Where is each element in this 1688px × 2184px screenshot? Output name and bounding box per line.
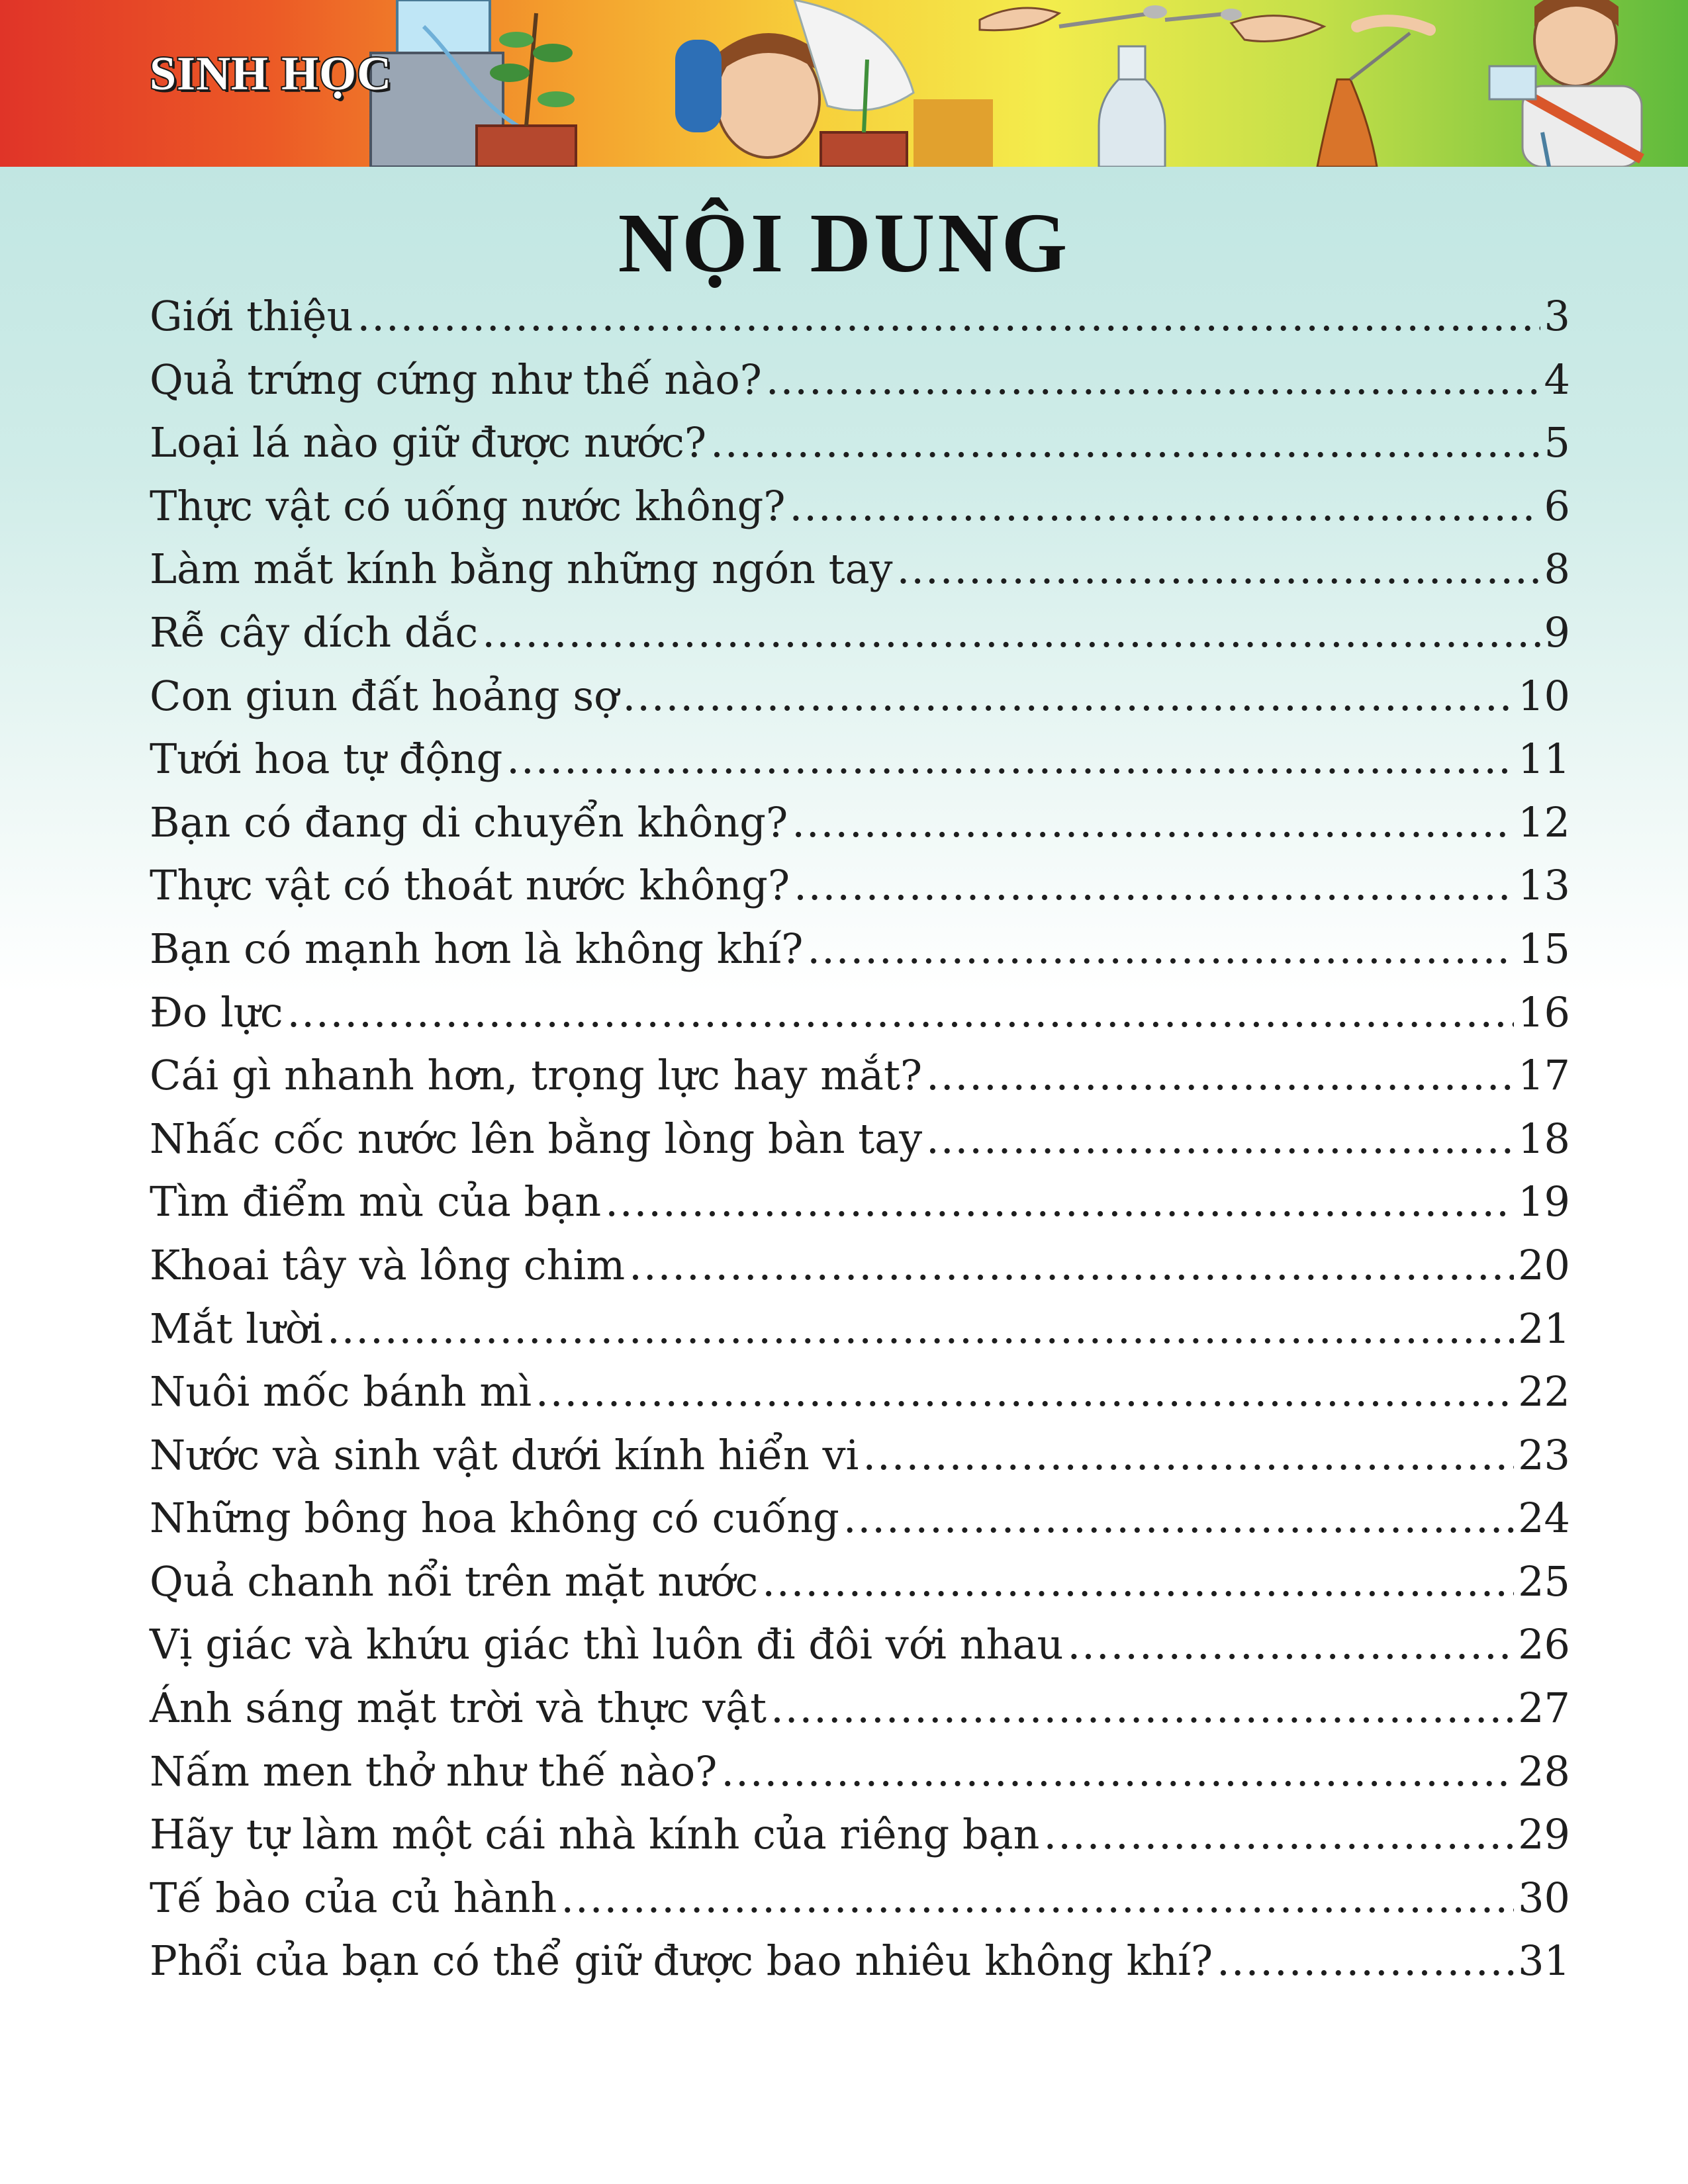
boy-illustration [675,0,993,167]
toc-leader-dots [629,1234,1514,1297]
toc-leader-dots [623,664,1515,728]
toc-entry-title: Hãy tự làm một cái nhà kính của riêng bạn [150,1810,1040,1859]
toc-leader-dots [926,1044,1514,1107]
toc-entry[interactable] [150,475,1570,538]
toc-leader-dots [1217,1929,1514,1993]
spoons-illustration [980,5,1324,42]
toc-entry[interactable] [150,601,1570,664]
toc-entry-title: Cái gì nhanh hơn, trọng lực hay mắt? [150,1051,923,1100]
toc-entry-title: Quả trứng cứng như thế nào? [150,355,762,404]
toc-entry-page: 25 [1518,1557,1570,1606]
toc-entry[interactable] [150,411,1570,475]
toc-entry-page: 26 [1518,1620,1570,1669]
toc-entry-title: Bạn có mạnh hơn là không khí? [150,924,804,973]
toc-entry[interactable] [150,1803,1570,1866]
toc-entry[interactable] [150,917,1570,981]
toc-entry[interactable] [150,285,1570,348]
toc-entry-title: Thực vật có thoát nước không? [150,861,790,910]
toc-leader-dots [766,348,1540,412]
toc-entry-page: 15 [1518,924,1570,973]
toc-entry-title: Nước và sinh vật dưới kính hiển vi [150,1430,859,1479]
toc-entry-page: 13 [1518,861,1570,910]
toc-entry-title: Vị giác và khứu giác thì luôn đi đôi với nhau [150,1620,1064,1669]
toc-leader-dots [561,1866,1514,1930]
toc-entry-title: Giới thiệu [150,292,353,340]
toc-entry[interactable] [150,1234,1570,1297]
toc-entry-page: 4 [1544,355,1570,404]
toc-leader-dots [536,1360,1514,1424]
section-label: SINH HỌC [150,47,393,100]
toc-entry-title: Khoai tây và lông chim [150,1240,626,1289]
toc-entry-title: Đo lực [150,987,283,1036]
toc-leader-dots [794,854,1514,917]
toc-entry-page: 24 [1518,1494,1570,1543]
toc-entry-page: 28 [1518,1747,1570,1796]
toc-entry-page: 22 [1518,1367,1570,1416]
toc-entry-title: Ánh sáng mặt trời và thực vật [150,1684,767,1733]
toc-leader-dots [897,537,1540,601]
toc-leader-dots [721,1740,1514,1803]
toc-leader-dots [710,411,1540,475]
toc-leader-dots [506,727,1514,791]
toc-entry-page: 6 [1544,481,1570,530]
toc-entry-page: 5 [1544,418,1570,467]
toc-entry-title: Tế bào của củ hành [150,1873,557,1922]
toc-entry[interactable] [150,1740,1570,1803]
toc-entry-page: 19 [1518,1177,1570,1226]
toc-entry-page: 8 [1544,545,1570,594]
toc-entry-page: 12 [1518,797,1570,846]
toc-entry-title: Bạn có đang di chuyển không? [150,797,788,846]
toc-entry-title: Tìm điểm mù của bạn [150,1177,602,1226]
toc-entry[interactable] [150,791,1570,854]
table-of-contents [150,285,1570,1993]
toc-leader-dots [1043,1803,1514,1866]
toc-entry-title: Mắt lười [150,1304,323,1353]
toc-entry-title: Thực vật có uống nước không? [150,481,786,530]
toc-entry[interactable] [150,1929,1570,1993]
toc-entry-page: 9 [1544,608,1570,657]
toc-entry-title: Loại lá nào giữ được nước? [150,418,707,467]
toc-entry-title: Nhấc cốc nước lên bằng lòng bàn tay [150,1114,923,1163]
toc-leader-dots [807,917,1514,981]
toc-entry-page: 11 [1518,735,1570,784]
toc-leader-dots [1067,1613,1514,1676]
page-title: NỘI DUNG [618,196,1070,290]
toc-entry[interactable] [150,1486,1570,1550]
toc-entry-page: 21 [1518,1304,1570,1353]
toc-entry[interactable] [150,1107,1570,1171]
bottle-illustration [1099,46,1165,167]
toc-entry[interactable] [150,1170,1570,1234]
toc-entry-title: Phổi của bạn có thể giữ được bao nhiêu không khí? [150,1936,1213,1985]
toc-entry-page: 17 [1518,1051,1570,1100]
toc-entry-page: 16 [1518,987,1570,1036]
toc-entry[interactable] [150,727,1570,791]
toc-entry[interactable] [150,1297,1570,1361]
toc-entry[interactable] [150,537,1570,601]
toc-entry-title: Quả chanh nổi trên mặt nước [150,1557,759,1606]
toc-entry[interactable] [150,1044,1570,1107]
toc-leader-dots [287,981,1515,1044]
toc-entry-page: 30 [1518,1873,1570,1922]
toc-entry-title: Tưới hoa tự động [150,735,503,784]
toc-entry-title: Rễ cây dích dắc [150,608,479,657]
toc-leader-dots [771,1676,1514,1740]
toc-entry[interactable] [150,981,1570,1044]
toc-leader-dots [357,285,1540,348]
toc-leader-dots [482,601,1540,664]
toc-entry[interactable] [150,1550,1570,1614]
toc-entry-page: 20 [1518,1240,1570,1289]
toc-entry[interactable] [150,348,1570,412]
toc-entry[interactable] [150,664,1570,728]
toc-leader-dots [926,1107,1514,1171]
toc-entry[interactable] [150,1676,1570,1740]
toc-leader-dots [863,1424,1514,1487]
toc-leader-dots [327,1297,1514,1361]
toc-entry-title: Nấm men thở như thế nào? [150,1747,718,1796]
toc-entry[interactable] [150,1613,1570,1676]
toc-entry-title: Làm mắt kính bằng những ngón tay [150,545,893,594]
toc-entry-page: 29 [1518,1810,1570,1859]
toc-entry-title: Con giun đất hoảng sợ [150,671,619,720]
toc-entry-title: Những bông hoa không có cuống [150,1494,839,1543]
toc-leader-dots [792,791,1514,854]
toc-leader-dots [843,1486,1514,1550]
toc-entry-page: 18 [1518,1114,1570,1163]
toc-entry-page: 3 [1544,292,1570,340]
boy-right-illustration [1489,0,1642,167]
toc-entry[interactable] [150,854,1570,917]
toc-entry-page: 10 [1518,671,1570,720]
toc-entry-page: 31 [1518,1936,1570,1985]
toc-leader-dots [790,475,1540,538]
toc-entry-title: Nuôi mốc bánh mì [150,1367,532,1416]
toc-entry[interactable] [150,1424,1570,1487]
toc-entry[interactable] [150,1360,1570,1424]
balloon-illustration [1317,21,1430,167]
toc-leader-dots [605,1170,1514,1234]
toc-entry-page: 27 [1518,1684,1570,1733]
toc-entry-page: 23 [1518,1430,1570,1479]
toc-leader-dots [762,1550,1514,1614]
toc-entry[interactable] [150,1866,1570,1930]
header-banner [0,0,1688,167]
